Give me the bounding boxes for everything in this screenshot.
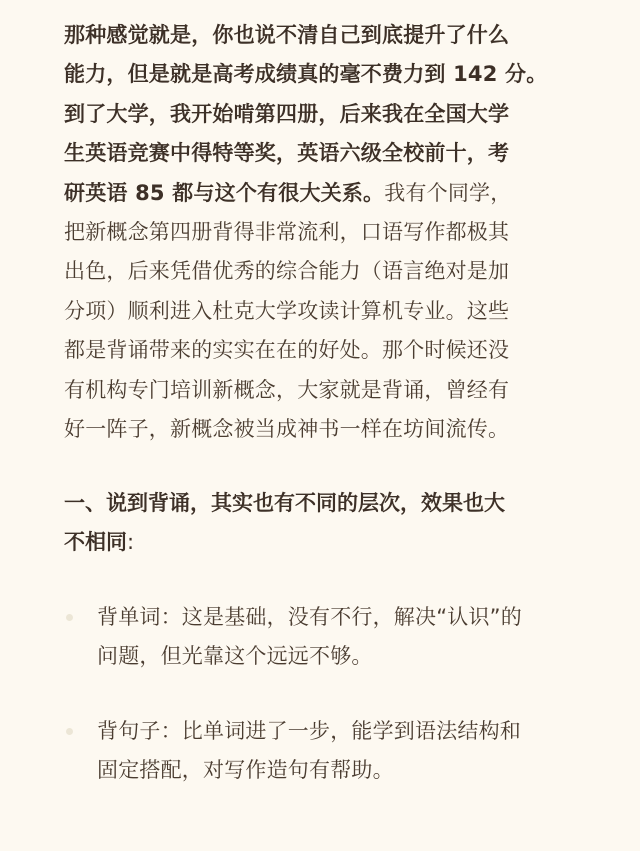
bullet-dot-icon [66,728,73,735]
paragraph-line [64,95,576,134]
normal-text: 我有个同学， [384,180,512,205]
story-paragraph [64,16,576,449]
paragraph-line [64,371,576,410]
bold-text: 到了大学，我开始啃第四册，后来我在全国大学 [64,101,510,126]
bold-text: 那种感觉就是，你也说不清自己到底提升了什么 [64,23,510,47]
heading-colon: : [127,530,135,555]
bold-text: 生英语竞赛中得特等奖，英语六级全校前十，考 [64,141,510,166]
normal-text: 有机构专门培训新概念，大家就是背诵，曾经有 [64,377,510,402]
heading-line: 一、说到背诵，其实也有不同的层次，效果也大 [64,491,505,516]
paragraph-line [64,55,576,94]
section-heading [64,484,576,562]
list-item [64,598,576,676]
bullet-list [64,598,576,790]
paragraph-line [64,213,576,252]
bold-text: 能力，但是就是高考成绩真的毫不费力到 142 分。 [64,62,548,87]
heading-line [64,523,576,562]
list-item [64,712,576,790]
heading-text: 不相同 [64,530,127,555]
normal-text: 出色，后来凭借优秀的综合能力（语言绝对是加 [64,259,510,284]
list-item-line: 背单词：这是基础，没有不行，解决“认识”的 [97,605,522,630]
list-item-line: 固定搭配，对写作造句有帮助。 [97,758,394,783]
bullet-dot-icon [66,614,73,621]
paragraph-line [64,331,576,370]
paragraph-line [64,174,576,213]
normal-text: 分项）顺利进入杜克大学攻读计算机专业。这些 [64,298,510,323]
list-item-line: 问题，但光靠这个远远不够。 [97,644,373,669]
paragraph-line [64,292,576,331]
paragraph-line [64,410,576,449]
paragraph-line [64,134,576,173]
bold-text: 研英语 85 都与这个有很大关系。 [64,180,385,205]
normal-text: 都是背诵带来的实实在在的好处。那个时候还没 [64,338,510,363]
paragraph-line [64,16,576,55]
normal-text: 把新概念第四册背得非常流利，口语写作都极其 [64,220,510,245]
paragraph-line [64,252,576,291]
normal-text: 好一阵子，新概念被当成神书一样在坊间流传。 [64,417,510,442]
list-item-line: 背句子：比单词进了一步，能学到语法结构和 [97,719,521,744]
article-body [64,16,576,826]
